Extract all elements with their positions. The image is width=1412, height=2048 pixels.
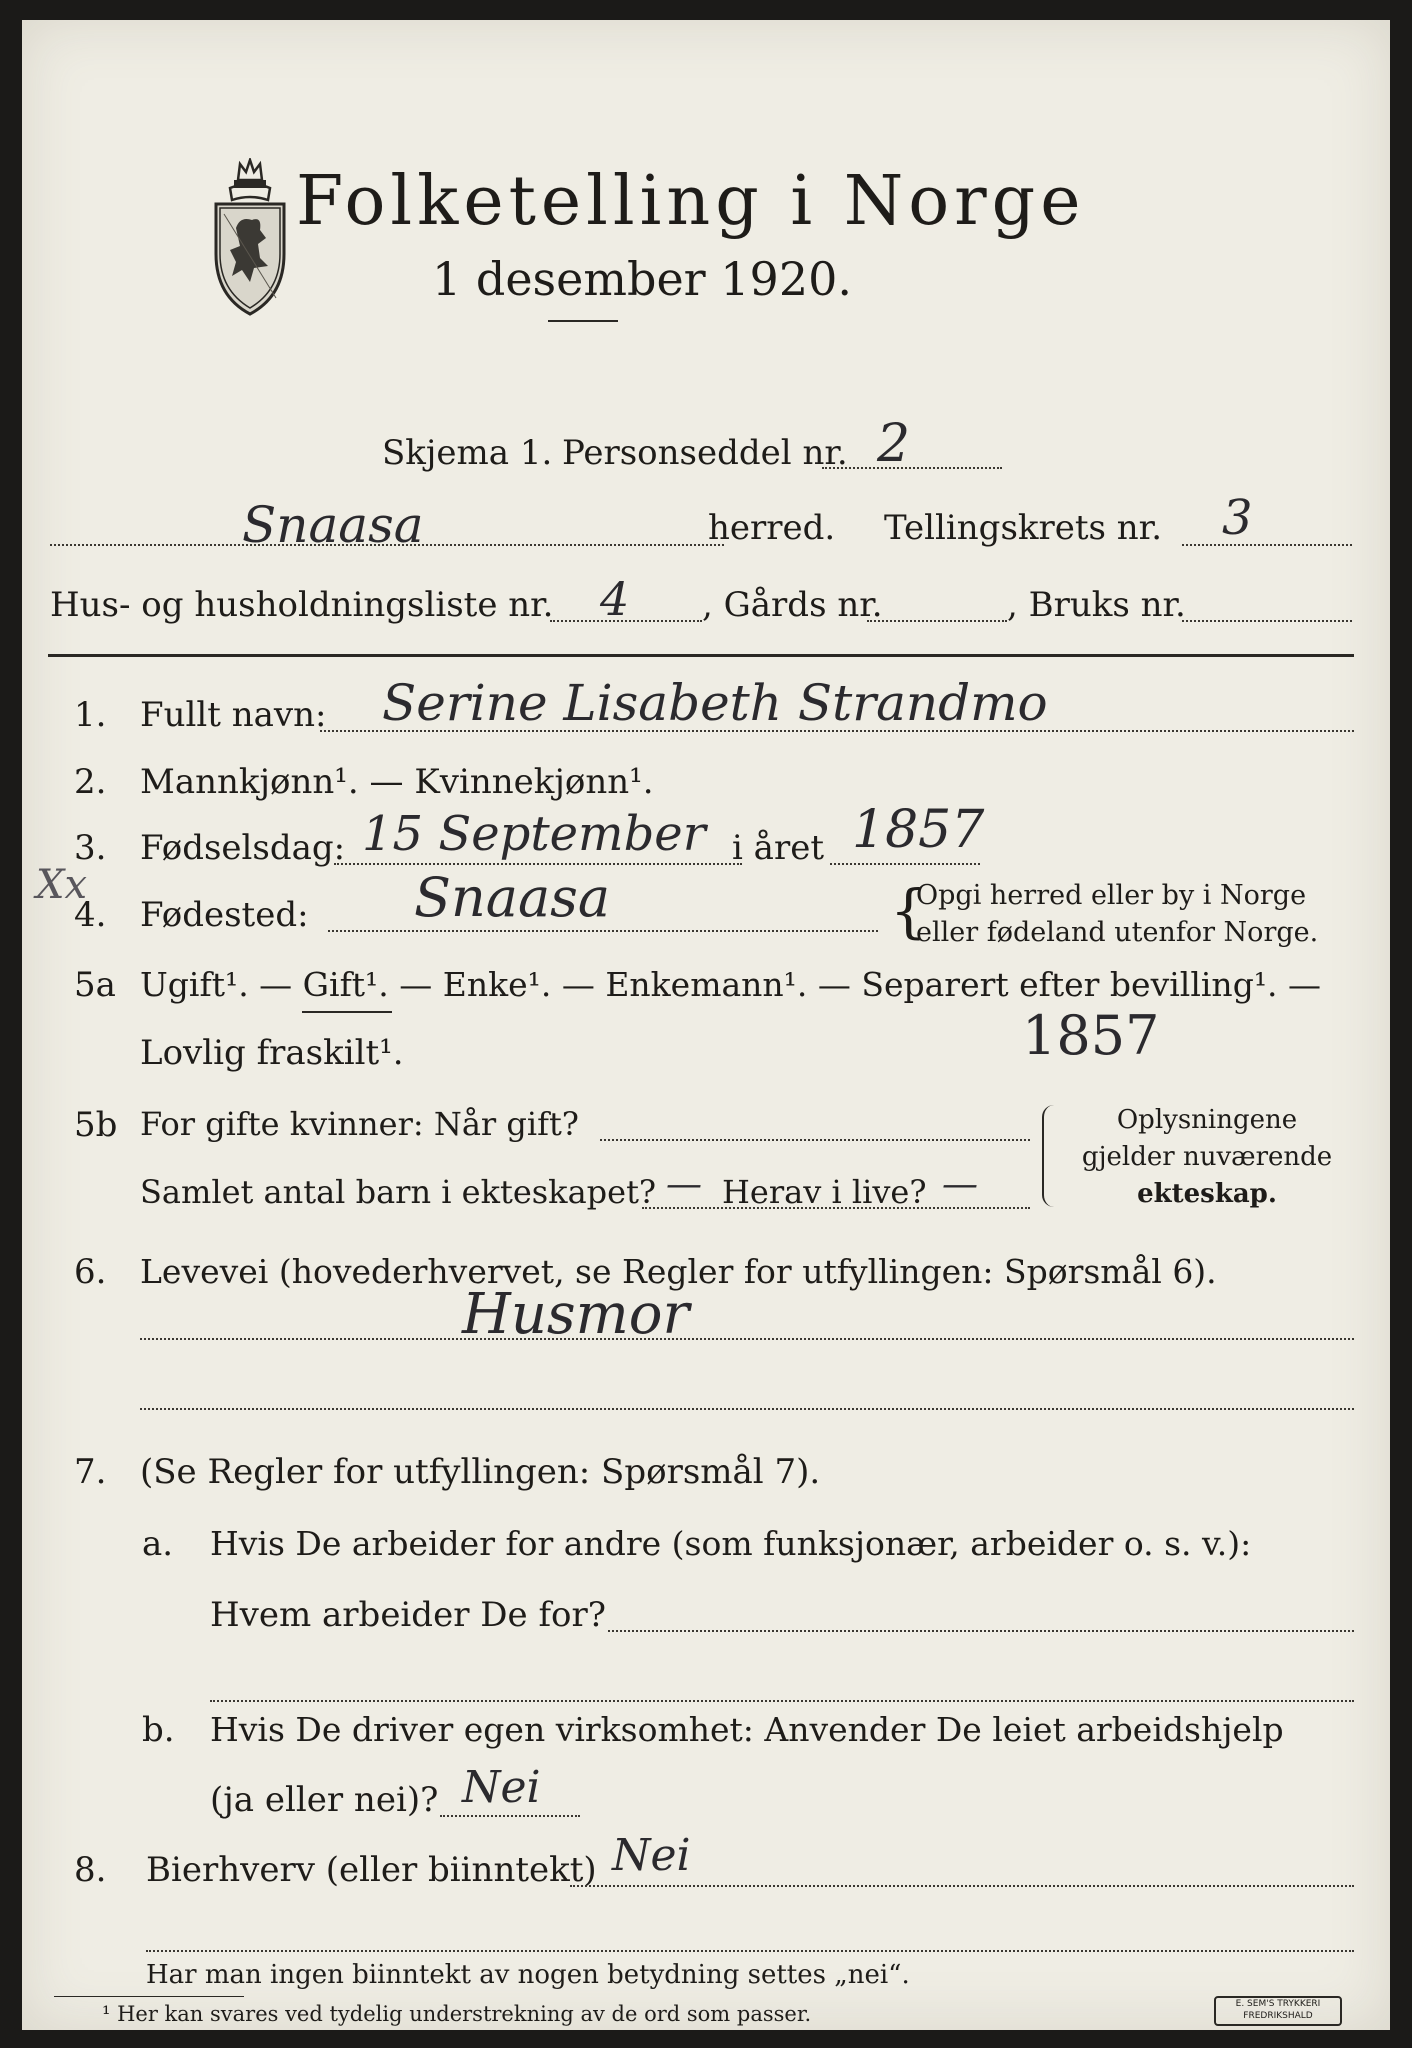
q5a-value: 1857 — [1022, 1004, 1160, 1067]
header-divider — [48, 654, 1354, 657]
q5b-married-line — [600, 1139, 1030, 1141]
q4-note-brace: { — [890, 877, 927, 945]
q6-line1 — [140, 1338, 1354, 1340]
tellingskrets-value: 3 — [1222, 490, 1253, 546]
q4-number: 4. — [74, 895, 107, 935]
q7-number: 7. — [74, 1452, 107, 1492]
q5a-label2: Lovlig fraskilt¹. — [140, 1033, 404, 1073]
printer-mark — [1214, 1996, 1342, 2026]
herred-value: Snaasa — [242, 496, 424, 554]
q4-margin-mark: Xx — [36, 862, 88, 908]
personseddel-line — [822, 467, 1002, 469]
q7a-label2: Hvem arbeider De for? — [210, 1595, 606, 1635]
q3-value: 15 September — [362, 806, 706, 862]
q7b-value: Nei — [462, 1762, 541, 1813]
census-form — [22, 20, 1390, 2030]
q8-label: Bierhverv (eller biinntekt) — [146, 1850, 597, 1890]
herred-label: herred. — [708, 508, 836, 548]
q5b-alive-value: — — [942, 1164, 978, 1205]
q5b-note-line1: Oplysningene — [1116, 1105, 1298, 1135]
q8-line1 — [570, 1885, 1354, 1887]
q7b-line — [440, 1815, 580, 1817]
q4-line — [328, 930, 878, 932]
q8-line2 — [146, 1950, 1354, 1952]
q5b-label: For gifte kvinner: Når gift? — [140, 1105, 579, 1143]
q5a-label: Ugift¹. — Gift¹. — Enke¹. — Enkemann¹. — Separert efter bevilling¹. — — [140, 965, 1322, 1004]
q6-label: Levevei (hovederhvervet, se Regler for utfyllingen: Spørsmål 6). — [140, 1252, 1217, 1291]
form-date: 1 desember 1920. — [432, 252, 852, 306]
printer-line2: FREDRIKSHALD — [1243, 2011, 1313, 2021]
q6-number: 6. — [74, 1252, 107, 1292]
q5a-gift-underline — [302, 1011, 392, 1013]
q7a-line1 — [608, 1630, 1354, 1632]
tellingskrets-line — [1182, 544, 1352, 546]
q5b-children-value: — — [666, 1164, 702, 1205]
q7a-line2 — [210, 1700, 1354, 1702]
q1-label: Fullt navn: — [140, 695, 327, 735]
q7a-label: Hvis De arbeider for andre (som funksjonær, arbeider o. s. v.): — [210, 1524, 1252, 1563]
q2-number: 2. — [74, 762, 107, 802]
schema-label: Skjema 1. — [382, 433, 553, 473]
footnote: ¹ Her kan svares ved tydelig understrekning av de ord som passer. — [102, 2002, 812, 2026]
title-divider — [548, 320, 618, 322]
q4-value: Snaasa — [414, 866, 611, 929]
q1-value: Serine Lisabeth Strandmo — [382, 674, 1048, 732]
q7b-number: b. — [142, 1710, 175, 1750]
q5b-label2: Samlet antal barn i ekteskapet? — [140, 1173, 657, 1211]
q7b-label: Hvis De driver egen virksomhet: Anvender De leiet arbeidshjelp — [210, 1710, 1284, 1749]
q3-year-label: i året — [732, 828, 824, 868]
tellingskrets-label: Tellingskrets nr. — [884, 508, 1163, 548]
coat-of-arms-icon — [210, 158, 290, 316]
q7a-number: a. — [142, 1524, 174, 1564]
q3-line — [334, 863, 742, 865]
q5b-note-line3: ekteskap. — [1137, 1179, 1277, 1209]
household-list-value: 4 — [600, 572, 630, 626]
footnote-divider — [54, 1996, 244, 1997]
personseddel-value: 2 — [877, 414, 911, 474]
q3-label: Fødselsdag: — [140, 828, 346, 868]
q1-number: 1. — [74, 695, 107, 735]
q2-label: Mannkjønn¹. — Kvinnekjønn¹. — [140, 762, 654, 802]
bruks-line — [1182, 620, 1352, 622]
q5b-label3: Herav i live? — [722, 1173, 927, 1211]
q7-label: (Se Regler for utfyllingen: Spørsmål 7). — [140, 1452, 821, 1492]
q5b-number: 5b — [74, 1105, 118, 1145]
footer-note: Har man ingen biinntekt av nogen betydning settes „nei“. — [146, 1960, 910, 1990]
q8-number: 8. — [74, 1850, 107, 1890]
q3-year-value: 1857 — [852, 800, 985, 860]
q3-number: 3. — [74, 828, 107, 868]
printer-line1: E. SEM'S TRYKKERI — [1235, 1999, 1321, 2009]
q4-note-line2: eller fødeland utenfor Norge. — [916, 917, 1319, 948]
q5a-number: 5a — [74, 965, 116, 1005]
form-title: Folketelling i Norge — [296, 162, 1086, 241]
q4-note-line1: Opgi herred eller by i Norge — [916, 880, 1307, 911]
q5b-note-bracket — [1042, 1105, 1056, 1207]
q5b-children-line — [642, 1207, 1030, 1209]
q7b-label2: (ja eller nei)? — [210, 1780, 439, 1820]
personseddel-label: Personseddel nr. — [562, 433, 848, 473]
bruks-label: , Bruks nr. — [1007, 585, 1186, 625]
q8-value: Nei — [612, 1830, 691, 1881]
gards-line — [867, 620, 1007, 622]
q3-year-line — [830, 863, 980, 865]
q6-line2 — [140, 1408, 1354, 1410]
household-list-label: Hus- og husholdningsliste nr. — [50, 585, 554, 625]
q6-value: Husmor — [462, 1282, 690, 1347]
gards-label: , Gårds nr. — [702, 585, 883, 625]
q5b-note-line2: gjelder nuværende — [1081, 1142, 1333, 1172]
q4-label: Fødested: — [140, 895, 309, 935]
